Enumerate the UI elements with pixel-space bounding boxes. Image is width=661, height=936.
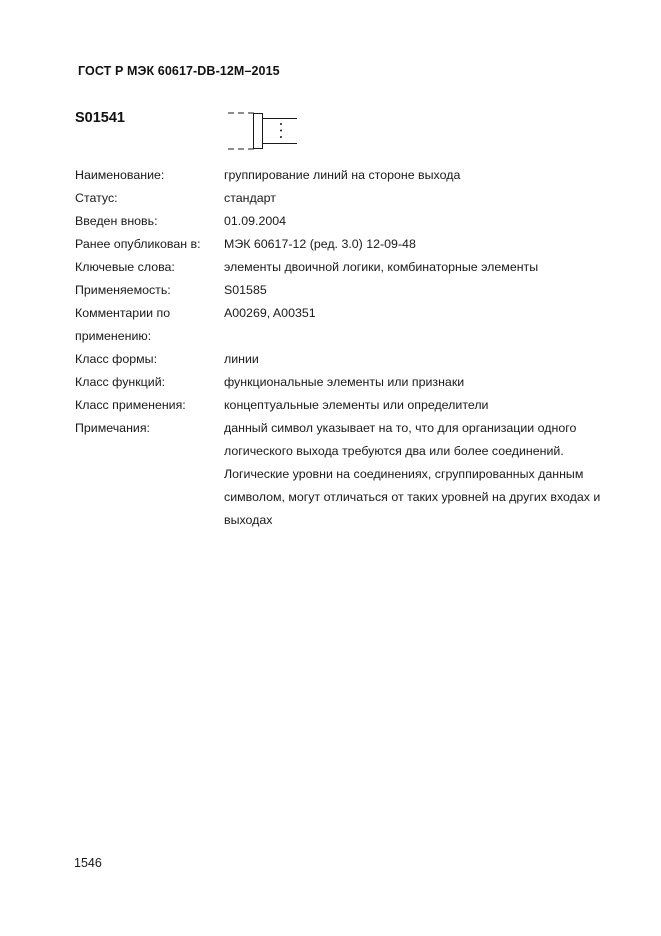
property-row-status: [75, 187, 615, 210]
property-label: Ключевые слова:: [75, 260, 175, 274]
property-row-introduced: [75, 210, 615, 233]
property-label: Применяемость:: [75, 283, 171, 297]
property-row-function-class: [75, 371, 615, 394]
property-row-application-comments: [75, 302, 615, 348]
property-row-application-class: [75, 394, 615, 417]
property-label: Наименование:: [75, 168, 165, 182]
property-row-previously-published: [75, 233, 615, 256]
property-value: данный символ указывает на то, что для организации одного логического выхода требуются два или более соединений. Логические уровни на соединениях, сгруппированных данным символом, могут отличаться от таких уровней на других входах и выходах: [224, 421, 601, 527]
property-value: стандарт: [224, 191, 276, 205]
property-value: концептуальные элементы или определители: [224, 398, 489, 412]
property-row-form-class: [75, 348, 615, 371]
property-value: МЭК 60617-12 (ред. 3.0) 12-09-48: [224, 237, 416, 251]
property-value: A00269, A00351: [224, 306, 316, 320]
symbol-code: S01541: [75, 110, 125, 126]
property-label: Введен вновь:: [75, 214, 158, 228]
property-row-applicability: [75, 279, 615, 302]
symbol-properties: [75, 164, 615, 532]
property-label: Ранее опубликован в:: [75, 237, 201, 251]
property-value: линии: [224, 352, 259, 366]
property-value: S01585: [224, 283, 267, 297]
property-label: Примечания:: [75, 421, 150, 435]
property-row-keywords: [75, 256, 615, 279]
output-line-grouping-symbol-icon: [226, 108, 302, 154]
property-label: Класс функций:: [75, 375, 166, 389]
property-row-notes: [75, 417, 615, 532]
property-label: Класс применения:: [75, 398, 186, 412]
document-header: ГОСТ Р МЭК 60617-DB-12M–2015: [78, 64, 280, 78]
property-value: элементы двоичной логики, комбинаторные элементы: [224, 260, 539, 274]
property-label: Статус:: [75, 191, 118, 205]
property-label: Класс формы:: [75, 352, 158, 366]
property-value: функциональные элементы или признаки: [224, 375, 465, 389]
property-label: Комментарии по применению:: [75, 306, 171, 343]
page-number: 1546: [74, 856, 102, 870]
property-value: 01.09.2004: [224, 214, 287, 228]
property-value: группирование линий на стороне выхода: [224, 168, 461, 182]
property-row-name: [75, 164, 615, 187]
